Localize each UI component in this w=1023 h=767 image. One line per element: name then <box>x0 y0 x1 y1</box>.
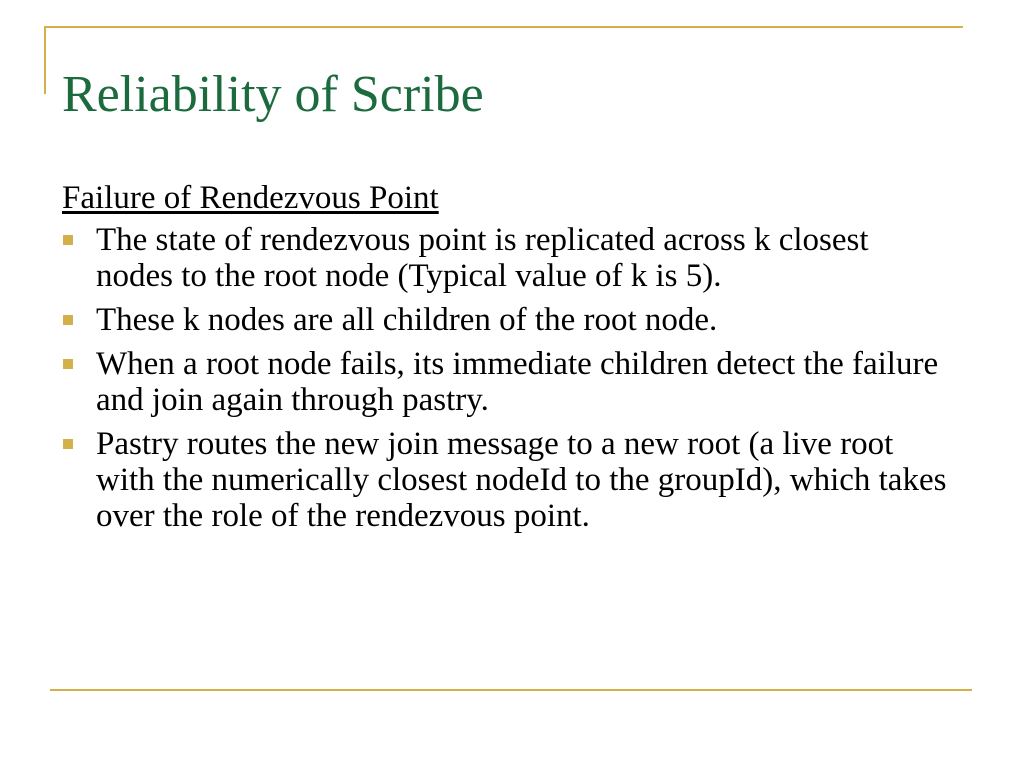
bullet-item <box>62 302 952 338</box>
slide-title: Reliability of Scribe <box>62 66 484 123</box>
bullet-item <box>62 222 952 294</box>
bullet-text: Pastry routes the new join message to a new root (a live root with the numerically closest nodeId to the groupId), which takes over the role of the rendezvous point. <box>96 426 947 534</box>
bullet-text: When a root node fails, its immediate children detect the failure and join again through pastry. <box>96 346 939 418</box>
square-bullet-icon <box>63 315 73 325</box>
bullet-text: These k nodes are all children of the root node. <box>96 302 718 338</box>
slide-content <box>62 180 952 542</box>
square-bullet-icon <box>63 359 73 369</box>
square-bullet-icon <box>63 439 73 449</box>
left-accent-line <box>44 26 46 94</box>
square-bullet-icon <box>63 235 73 245</box>
bullet-item <box>62 346 952 418</box>
top-accent-line <box>44 26 963 28</box>
bottom-accent-line <box>50 689 972 691</box>
bullet-list <box>62 222 952 534</box>
bullet-item <box>62 426 952 534</box>
subheading: Failure of Rendezvous Point <box>62 180 439 216</box>
bullet-text: The state of rendezvous point is replicated across k closest nodes to the root node (Typical value of k is 5). <box>96 222 869 294</box>
